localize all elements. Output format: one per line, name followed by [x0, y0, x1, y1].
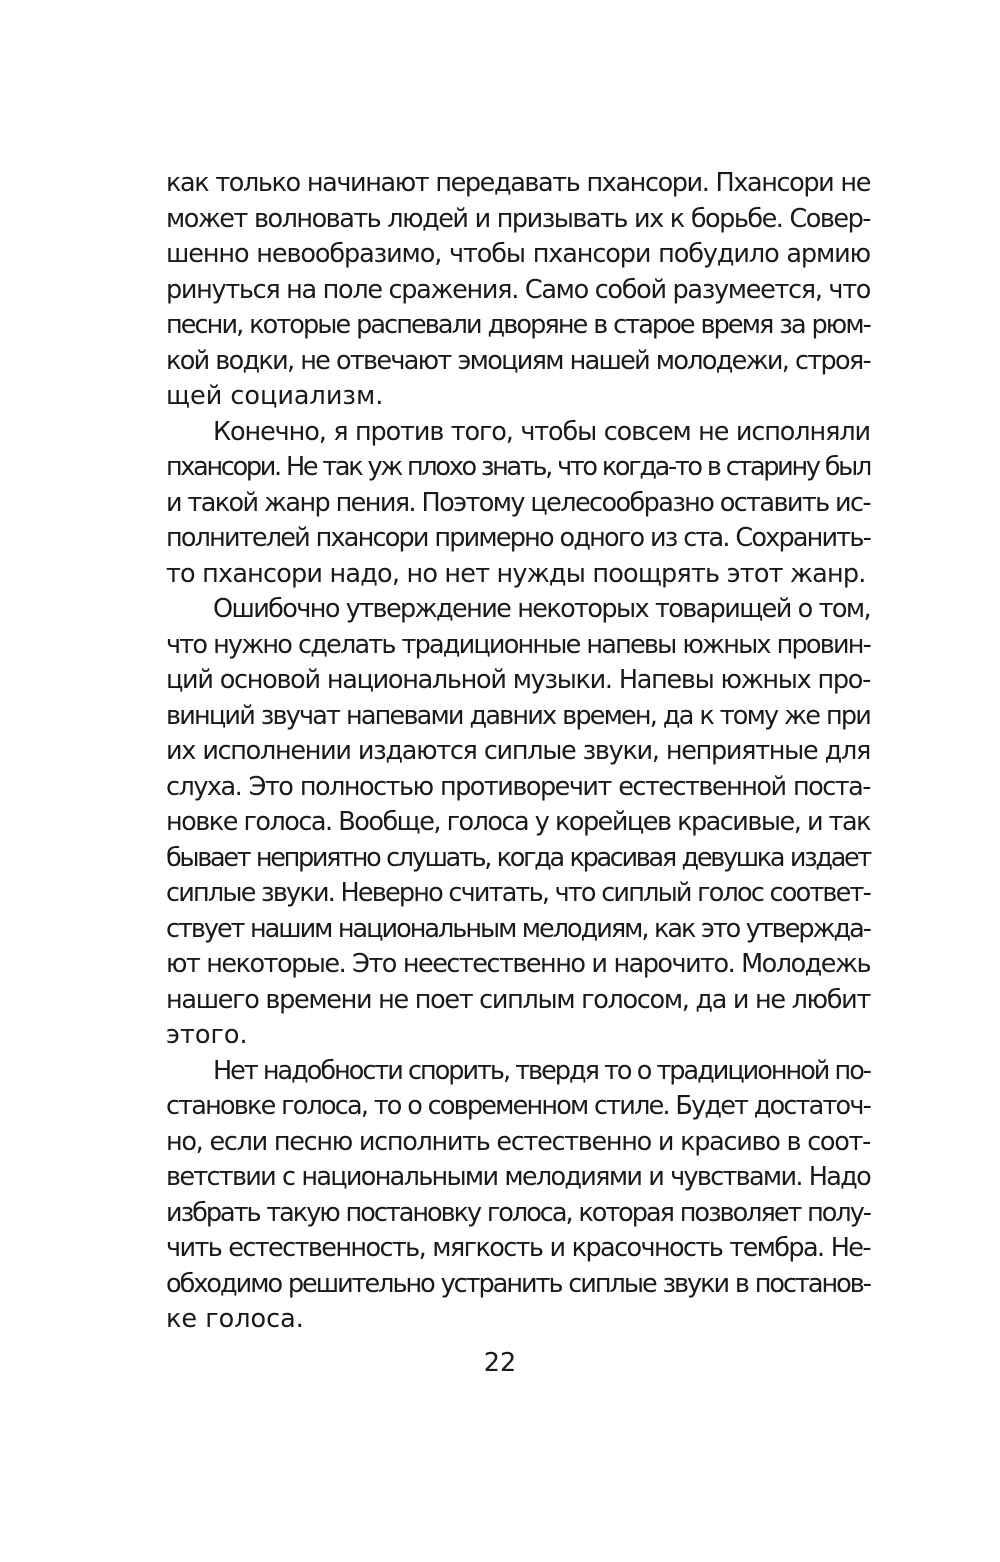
text-line: ствует нашим национальным мелодиям, как это утвержда- [166, 913, 870, 944]
text-line: избрать такую постановку голоса, которая позволяет полу- [166, 1197, 870, 1228]
text-line: как только начинают передавать пхансори. Пхансори не [166, 168, 870, 198]
paragraph [166, 1054, 870, 1338]
text-line: Нет надобности спорить, твердя то о традиционной по- [213, 1055, 870, 1086]
text-line: ветствии с национальными мелодиями и чувствами. Надо [166, 1162, 870, 1192]
text-line: ке голоса. [166, 1304, 304, 1334]
text-line: пхансори. Не так уж плохо знать, что когда-то в старину был [166, 452, 870, 482]
text-line: щей социализм. [166, 381, 384, 411]
text-line: шенно невообразимо, чтобы пхансори побудило армию [166, 239, 870, 269]
text-line: этого. [166, 1020, 248, 1050]
text-line: Ошибочно утверждение некоторых товарищей о том, [213, 594, 870, 624]
text-line: их исполнении издаются сиплые звуки, неприятные для [166, 736, 870, 766]
paragraph [166, 166, 870, 415]
text-line: что нужно сделать традиционные напевы южных провин- [166, 629, 870, 660]
text-line: становке голоса, то о современном стиле. Будет достаточ- [166, 1091, 870, 1121]
text-line: винций звучат напевами давних времен, да к тому же при [166, 700, 870, 731]
text-line: нашего времени не поет сиплым голосом, да и не любит [166, 984, 870, 1015]
text-line: обходимо решительно устранить сиплые звуки в постанов- [166, 1268, 870, 1299]
text-line: и такой жанр пения. Поэтому целесообразно оставить ис- [166, 487, 871, 518]
body-text [166, 166, 870, 1338]
text-line: песни, которые распевали дворяне в старое время за рюм- [166, 310, 870, 340]
text-line: может волновать людей и призывать их к борьбе. Совер- [166, 203, 870, 234]
text-line: кой водки, не отвечают эмоциям нашей молодежи, строя- [166, 345, 870, 376]
text-line: ций основой национальной музыки. Напевы южных про- [166, 665, 870, 695]
text-line: бывает неприятно слушать, когда красивая девушка издает [166, 842, 870, 873]
text-line: ринуться на поле сражения. Само собой разумеется, что [166, 274, 871, 305]
text-line: полнителей пхансори примерно одного из ста. Сохранить- [166, 523, 870, 553]
text-line: чить естественность, мягкость и красочность тембра. Не- [166, 1233, 870, 1263]
text-line: сиплые звуки. Неверно считать, что сиплый голос соответ- [166, 878, 870, 908]
text-line: ют некоторые. Это неестественно и нарочито. Молодежь [166, 949, 870, 979]
paragraph [166, 592, 870, 1054]
text-line: новке голоса. Вообще, голоса у корейцев красивые, и так [166, 807, 871, 837]
text-line: слуха. Это полностью противоречит естественной поста- [166, 771, 870, 802]
page-number: 22 [483, 1348, 517, 1378]
text-line: но, если песню исполнить естественно и красиво в соот- [166, 1126, 870, 1157]
paragraph [166, 415, 870, 593]
text-line: Конечно, я против того, чтобы совсем не исполняли [213, 416, 870, 447]
text-line: то пхансори надо, но нет нужды поощрять этот жанр. [166, 558, 866, 589]
